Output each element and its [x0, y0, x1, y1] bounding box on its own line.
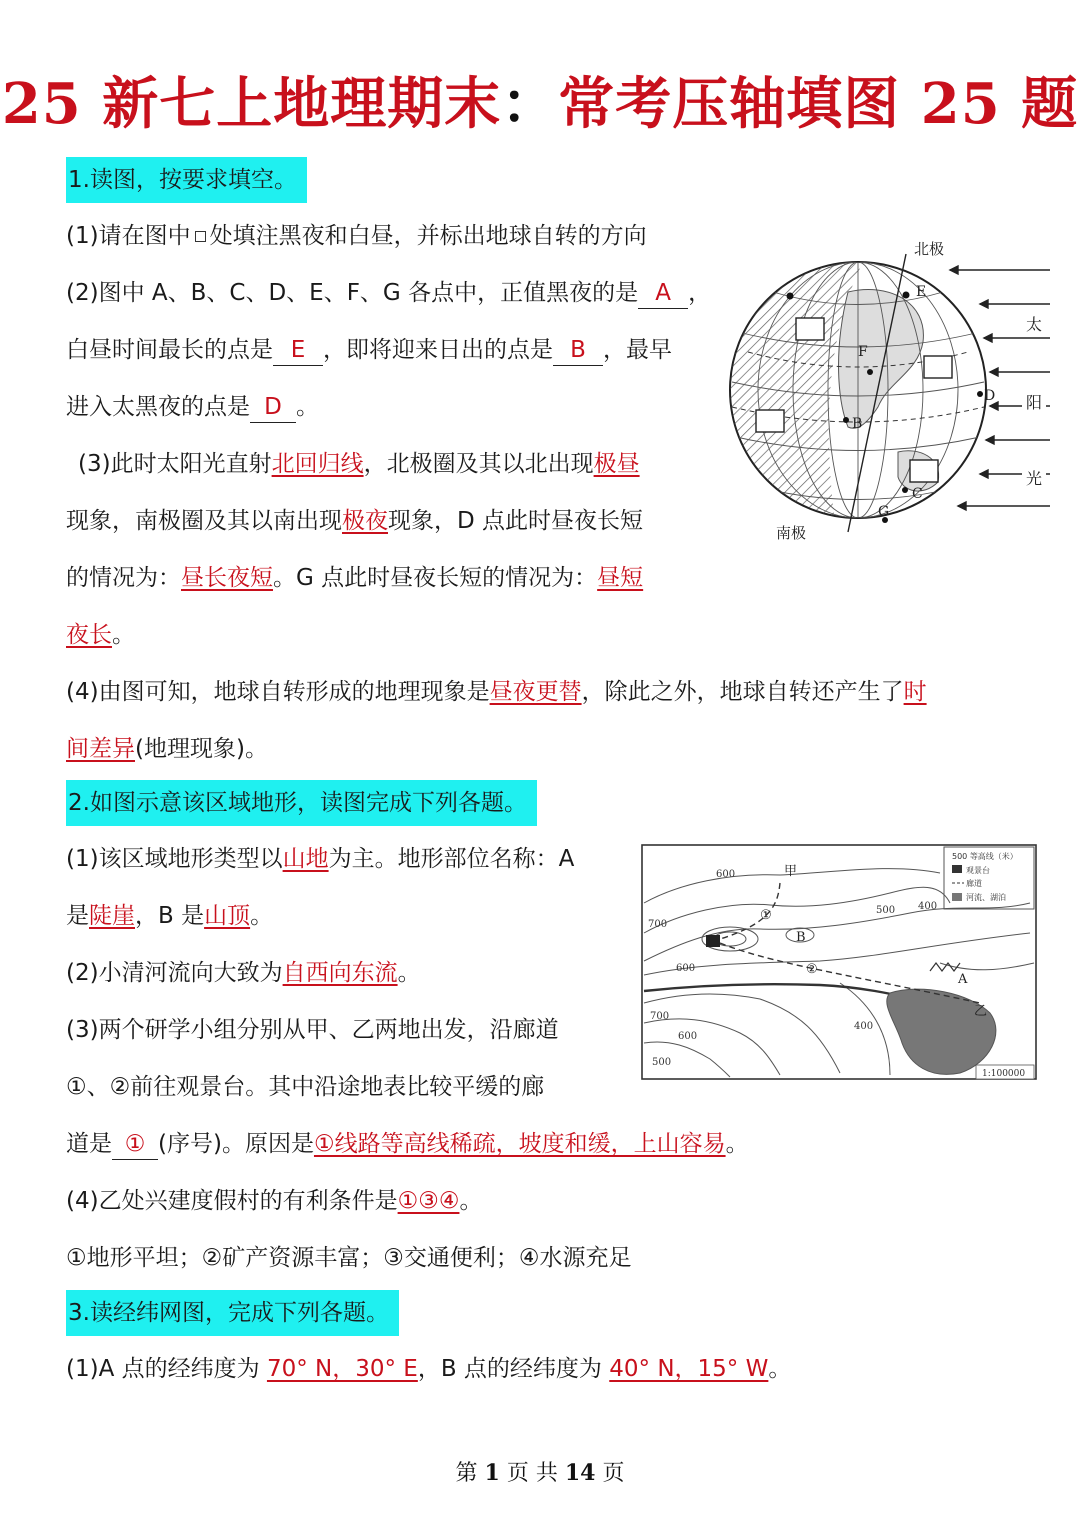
q1-line-9 [66, 672, 927, 712]
answer-text: 间差异 [66, 736, 135, 762]
q1-text: ，除此之外，地球自转还产生了 [581, 679, 904, 705]
q3-text: 。 [768, 1356, 792, 1382]
q2-line-1 [66, 839, 574, 879]
answer-text: 70° N，30° E [266, 1356, 418, 1382]
label-box [756, 410, 784, 432]
legend-item: 观景台 [966, 866, 990, 875]
q3-heading: 3.读经纬网图，完成下列各题。 [66, 1290, 399, 1336]
contour-label: 600 [676, 963, 696, 974]
answer-text: 极夜 [342, 508, 388, 534]
point-label-d: D [984, 388, 996, 404]
q2-line-5 [66, 1067, 544, 1107]
contour-label: 500 [652, 1057, 672, 1068]
legend-item: 500 等高线（米） [952, 852, 1018, 861]
q3-line-1 [66, 1349, 791, 1389]
legend-item: 河流、湖泊 [966, 893, 1006, 902]
answer-text: 夜长 [66, 622, 112, 648]
footer-text: 第 [455, 1461, 478, 1486]
route-1: ① [760, 908, 772, 923]
sun-char: 太 [1026, 315, 1043, 334]
globe-figure [718, 232, 1058, 552]
label-box [924, 356, 952, 378]
answer-text: 昼短 [597, 565, 644, 591]
point-label-e: E [916, 284, 927, 300]
q1-line-2 [66, 273, 711, 313]
q1-heading-line [66, 160, 307, 200]
q3-heading-line [66, 1293, 399, 1333]
answer-text: 昼夜更替 [489, 679, 582, 705]
answer-text: ①线路等高线稀疏，坡度和缓，上山容易 [313, 1131, 726, 1157]
q1-text: 进入太黑夜的点是 [66, 394, 250, 420]
contour-label: 500 [876, 905, 896, 916]
point-label-f: F [858, 344, 868, 360]
q2-line-7 [66, 1181, 482, 1221]
q1-line-4 [66, 387, 319, 427]
q1-line-3 [66, 330, 672, 370]
place-yi: 乙 [974, 1004, 988, 1019]
contour-label: 400 [854, 1021, 874, 1032]
scale-label: 1:100000 [982, 1069, 1026, 1079]
q2-text: (4)乙处兴建度假村的有利条件是 [66, 1188, 398, 1214]
q2-heading: 2.如图示意该区域地形，读图完成下列各题。 [66, 780, 537, 826]
q1-line-6 [66, 501, 643, 541]
label-box [796, 318, 824, 340]
q1-heading: 1.读图，按要求填空。 [66, 157, 307, 203]
page-number: 1 [484, 1460, 500, 1486]
q1-line-5 [78, 444, 640, 484]
q2-text: 是 [66, 903, 89, 929]
q2-text: 。 [397, 960, 421, 986]
small-box-icon [195, 231, 206, 242]
q2-text: 。 [725, 1131, 749, 1157]
answer-text: 北回归线 [271, 451, 364, 477]
q2-text: 道是 [66, 1131, 112, 1157]
title-part1: 25 新七上地理期末 [1, 71, 502, 137]
point-label-g: G [878, 504, 890, 520]
south-pole-label: 南极 [776, 524, 807, 542]
q2-text: 。 [459, 1188, 483, 1214]
answer-text: 山顶 [204, 903, 251, 929]
answer-blank: D [250, 392, 296, 423]
q1-text: 。 [296, 394, 319, 420]
title-colon: ： [501, 71, 559, 137]
answer-text: 自西向东流 [282, 960, 398, 986]
q1-text: (地理现象)。 [135, 736, 268, 762]
q1-text: (2)图中 A、B、C、D、E、F、G 各点中，正值黑夜的是 [66, 280, 639, 306]
answer-text: 40° N，15° W [609, 1356, 769, 1382]
q1-text: 现象，南极圈及其以南出现 [66, 508, 342, 534]
q1-text: (4)由图可知，地球自转形成的地理现象是 [66, 679, 490, 705]
q2-text: ①、②前往观景台。其中沿途地表比较平缓的廊 [66, 1074, 545, 1100]
q2-line-2 [66, 896, 273, 936]
q1-text: (1)请在图中 [66, 223, 191, 249]
q2-heading-line [66, 783, 537, 823]
q2-line-3 [66, 953, 421, 993]
contour-map-figure [640, 843, 1040, 1083]
contour-label: 600 [716, 869, 736, 880]
q1-line-10 [66, 729, 268, 769]
q1-text: (3)此时太阳光直射 [78, 451, 272, 477]
route-2: ② [806, 962, 818, 977]
q2-text: ①地形平坦；②矿产资源丰富；③交通便利；④水源充足 [66, 1245, 632, 1271]
answer-blank: A [638, 278, 688, 309]
q2-text: (1)该区域地形类型以 [66, 846, 283, 872]
footer-text: 页 [602, 1461, 625, 1486]
q1-text: ，最早 [603, 337, 672, 363]
q1-text: 。G 点此时昼夜长短的情况为： [273, 565, 598, 591]
q3-text: ，B 点的经纬度为 [417, 1356, 602, 1382]
answer-text: 昼长夜短 [181, 565, 273, 591]
contour-label: 600 [678, 1031, 698, 1042]
answer-text: 时 [903, 679, 927, 705]
place-jia: 甲 [784, 864, 798, 879]
q2-text: (3)两个研学小组分别从甲、乙两地出发，沿廊道 [66, 1017, 559, 1043]
answer-text: 极昼 [593, 451, 640, 477]
q1-text: 。 [112, 622, 135, 648]
point-label-b: B [852, 416, 863, 432]
q1-line-1 [66, 216, 647, 256]
q2-text: 。 [250, 903, 274, 929]
contour-label: 400 [918, 901, 938, 912]
answer-blank: ① [112, 1129, 158, 1160]
sun-char: 光 [1026, 469, 1043, 488]
q1-text: ，即将迎来日出的点是 [323, 337, 553, 363]
q2-text: ，B 是 [135, 903, 205, 929]
q2-line-4 [66, 1010, 559, 1050]
q1-text: 处填注黑夜和白昼，并标出地球自转的方向 [209, 223, 647, 249]
answer-blank: E [273, 335, 323, 366]
point-label-c: C [912, 486, 923, 502]
q1-text: ，北极圈及其以北出现 [363, 451, 594, 477]
answer-text: ①③④ [397, 1188, 460, 1214]
answer-text: 陡崖 [89, 903, 135, 929]
q1-text: 的情况为： [66, 565, 181, 591]
place-b: B [796, 930, 806, 945]
legend-item: 廊道 [966, 879, 982, 888]
q2-text: (2)小清河流向大致为 [66, 960, 283, 986]
footer-text: 页 共 [506, 1461, 558, 1486]
total-pages: 14 [564, 1460, 596, 1486]
q1-text: 现象，D 点此时昼夜长短 [388, 508, 644, 534]
answer-blank: B [553, 335, 603, 366]
q1-text: ， [688, 280, 712, 306]
q1-line-8 [66, 615, 135, 655]
title-part2: 常考压轴填图 25 题 [558, 71, 1079, 137]
q2-line-8 [66, 1238, 631, 1278]
north-pole-label: 北极 [914, 240, 945, 258]
q2-text: (序号)。原因是 [158, 1131, 314, 1157]
q1-text: 白昼时间最长的点是 [66, 337, 273, 363]
place-a: A [958, 972, 968, 987]
label-box [910, 460, 938, 482]
contour-label: 700 [650, 1011, 670, 1022]
page-title [0, 64, 1080, 144]
page-footer [0, 1456, 1080, 1487]
q2-line-6 [66, 1124, 749, 1164]
q1-line-7 [66, 558, 643, 598]
q3-text: (1)A 点的经纬度为 [66, 1356, 260, 1382]
answer-text: 山地 [282, 846, 329, 872]
contour-label: 700 [648, 919, 668, 930]
q2-text: 为主。地形部位名称：A [328, 846, 575, 872]
sun-char: 阳 [1026, 393, 1043, 412]
